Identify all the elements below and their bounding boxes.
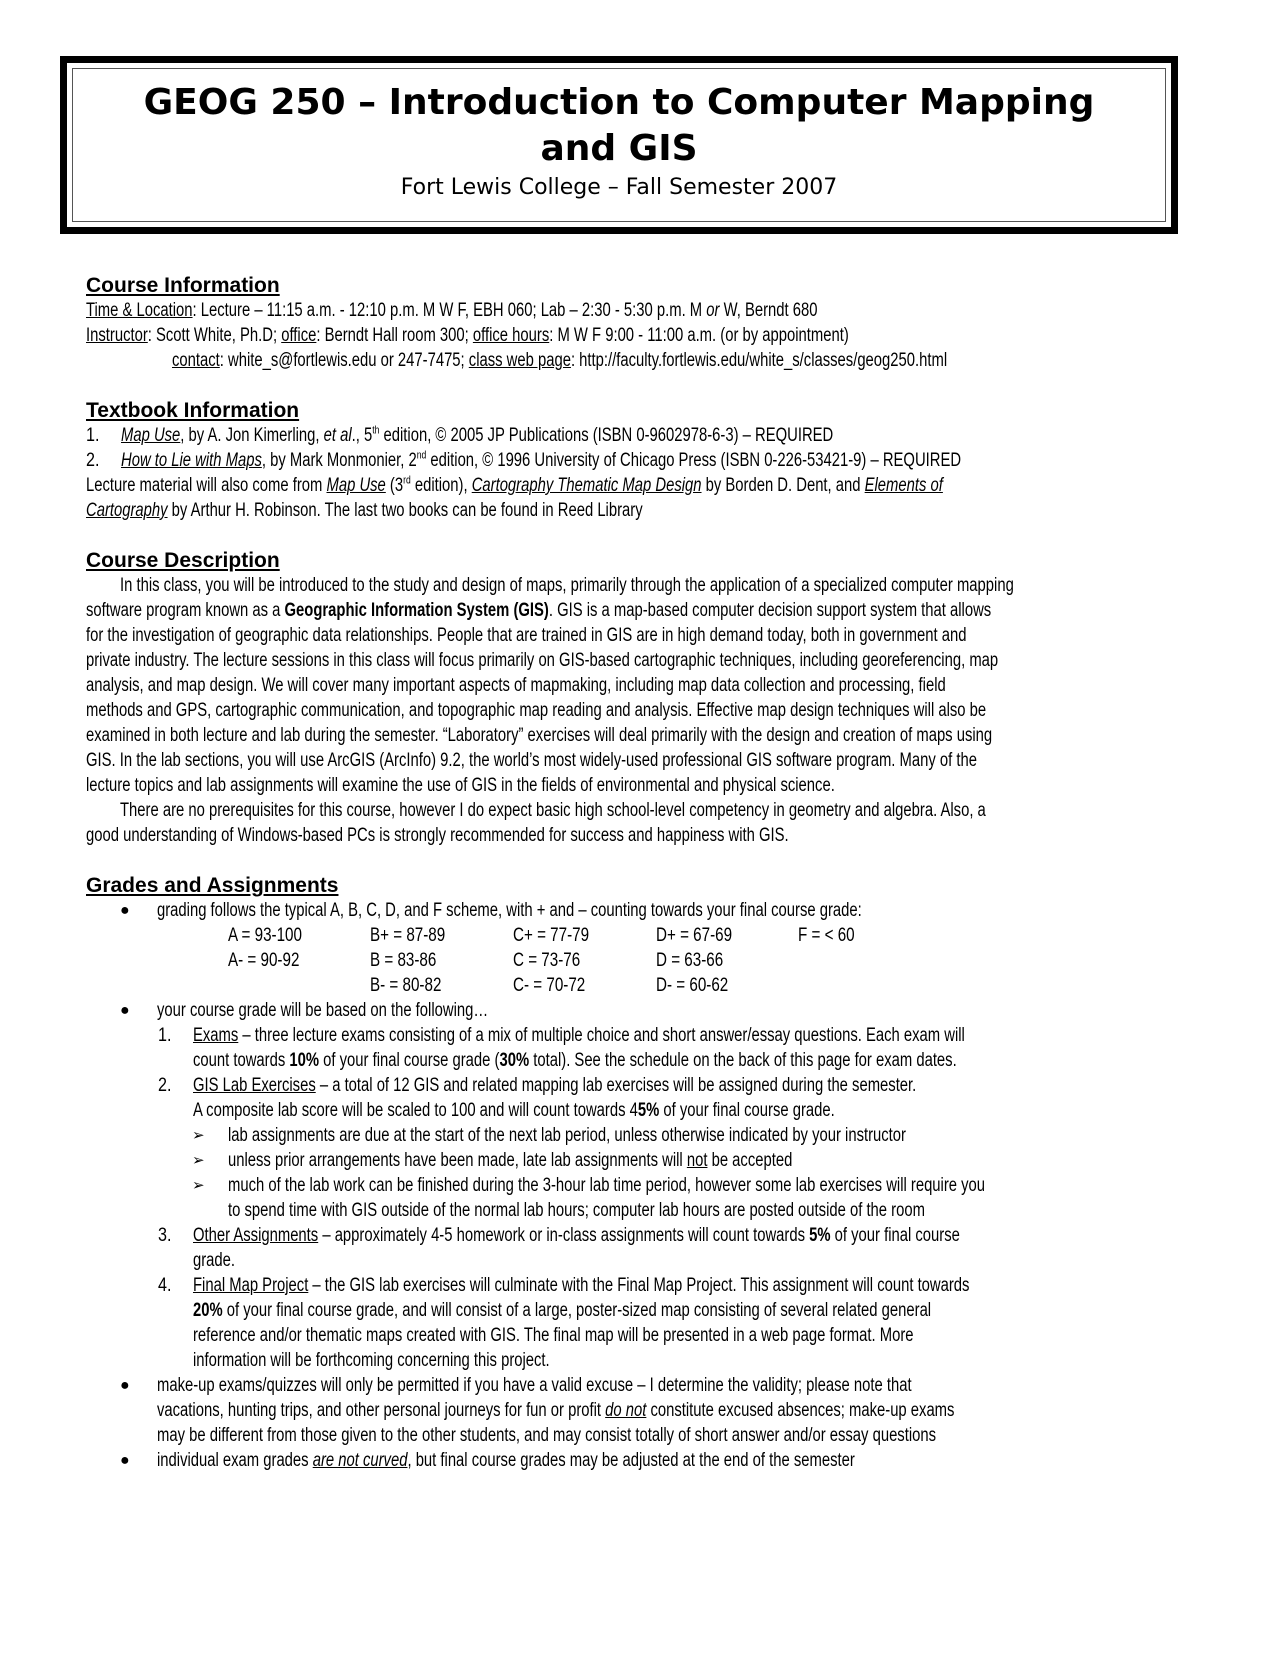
text-line [0, 1073, 1280, 1098]
book-title: Cartography [86, 500, 168, 521]
section-heading-course-information [0, 273, 1280, 298]
underlined-label: office [281, 325, 317, 346]
text-line [0, 1298, 1280, 1323]
text-run: your course grade will be based on the following… [157, 1000, 489, 1021]
section-heading-text: Course Description [86, 549, 280, 572]
text-run: be accepted [707, 1150, 793, 1171]
text-line [0, 1023, 1280, 1048]
line-text [86, 623, 966, 648]
line-text [86, 648, 998, 673]
line-text [120, 573, 1014, 598]
text-run: : Scott White, Ph.D; [147, 325, 282, 346]
section-heading-textbook-information [0, 398, 1280, 423]
text-run: : white_s@fortlewis.edu or 247-7475; [219, 350, 469, 371]
line-text [193, 1023, 965, 1048]
grade-scale-row [0, 923, 1280, 948]
book-title: How to Lie with Maps [121, 450, 262, 471]
bold-text: 20% [193, 1300, 223, 1321]
text-run: ., 5 [351, 425, 373, 446]
text-line [0, 348, 1280, 373]
list-number: 3. [158, 1225, 172, 1246]
line-text [121, 423, 833, 448]
text-line [0, 773, 1280, 798]
line-text [228, 1123, 906, 1148]
text-run: by Arthur H. Robinson. The last two books can be found in Reed Library [167, 500, 643, 521]
text-line [0, 1173, 1280, 1198]
line-text [86, 473, 943, 498]
text-line [0, 1198, 1280, 1223]
text-run: lecture topics and lab assignments will examine the use of GIS in the fields of environmental and physical science. [86, 775, 835, 796]
line-text [193, 1073, 916, 1098]
text-run: for the investigation of geographic data relationships. People that are trained in GIS are in high demand today, both in government and [86, 625, 967, 646]
arrow-bullet-icon: ➢ [192, 1151, 205, 1169]
underlined-label: Exams [193, 1025, 239, 1046]
title-line-2: and GIS [540, 128, 698, 169]
line-text [157, 898, 862, 923]
text-line [0, 1223, 1280, 1248]
grade-scale-cell: F = < 60 [798, 925, 855, 946]
text-run: lab assignments are due at the start of the next lab period, unless otherwise indicated by your instructor [228, 1125, 906, 1146]
bold-text: Geographic Information System (GIS) [284, 600, 549, 621]
book-title: are not curved [312, 1450, 408, 1471]
text-run: edition, © 2005 JP Publications (ISBN 0-9602978-6-3) – REQUIRED [379, 425, 834, 446]
line-text [193, 1298, 931, 1323]
text-run: A composite lab score will be scaled to 100 and will count towards 4 [193, 1100, 638, 1121]
text-run: to spend time with GIS outside of the normal lab hours; computer lab hours are posted outside of the room [228, 1200, 925, 1221]
text-line [0, 698, 1280, 723]
text-line [0, 723, 1280, 748]
bold-text: 10% [289, 1050, 320, 1071]
grade-scale-cell: B+ = 87-89 [370, 925, 446, 946]
text-run: , by Mark Monmonier, 2 [261, 450, 417, 471]
underlined-label: Final Map Project [193, 1275, 309, 1296]
text-run: – three lecture exams consisting of a mix of multiple choice and short answer/essay questions. Each exam will [238, 1025, 965, 1046]
text-line [0, 1423, 1280, 1448]
superscript: th [372, 424, 380, 437]
text-line [0, 1273, 1280, 1298]
line-text [86, 698, 986, 723]
book-title: Map Use [121, 425, 181, 446]
bullet-icon: ● [120, 1002, 130, 1019]
text-run: – approximately 4-5 homework or in-class assignments will count towards [318, 1225, 810, 1246]
text-line [0, 1148, 1280, 1173]
text-line [0, 623, 1280, 648]
text-run: In this class, you will be introduced to the study and design of maps, primarily through the application of a specialized computer mapping [120, 575, 1014, 596]
line-text [157, 1423, 936, 1448]
line-text [193, 1273, 969, 1298]
list-number: 1. [86, 425, 100, 446]
line-text [193, 1223, 960, 1248]
line-text [86, 773, 835, 798]
grade-scale-cell: C- = 70-72 [513, 975, 586, 996]
text-line [0, 1048, 1280, 1073]
text-run: good understanding of Windows-based PCs is strongly recommended for success and happiness with GIS. [86, 825, 789, 846]
superscript: rd [403, 474, 411, 487]
grade-scale-cell: D- = 60-62 [656, 975, 729, 996]
text-run: methods and GPS, cartographic communication, and topographic map reading and analysis. Effective map design techniques will also be [86, 700, 987, 721]
line-text [157, 1448, 855, 1473]
text-line [0, 598, 1280, 623]
underlined-label: contact [172, 350, 220, 371]
line-text [86, 598, 991, 623]
line-text [120, 798, 986, 823]
list-number: 2. [86, 450, 100, 471]
text-run: : M W F 9:00 - 11:00 a.m. (or by appointment) [549, 325, 849, 346]
text-line [0, 748, 1280, 773]
underlined-label: not [686, 1150, 708, 1171]
superscript: nd [416, 449, 427, 462]
line-text [86, 673, 946, 698]
grade-scale-cell: B = 83-86 [370, 950, 437, 971]
text-run: : Berndt Hall room 300; [316, 325, 473, 346]
syllabus-body [0, 273, 1280, 1473]
text-run: unless prior arrangements have been made, late lab assignments will [228, 1150, 687, 1171]
section-heading-text: Grades and Assignments [86, 874, 339, 897]
line-text [193, 1323, 914, 1348]
text-line [0, 998, 1280, 1023]
book-title: do not [605, 1400, 647, 1421]
text-run: constitute excused absences; make-up exams [646, 1400, 955, 1421]
list-number: 4. [158, 1275, 172, 1296]
italic-text: or [706, 300, 720, 321]
text-run: information will be forthcoming concerning this project. [193, 1350, 550, 1371]
text-line [0, 1123, 1280, 1148]
line-text [193, 1048, 957, 1073]
line-text [86, 723, 992, 748]
bullet-icon: ● [120, 1377, 130, 1394]
text-line [0, 448, 1280, 473]
text-run: – a total of 12 GIS and related mapping lab exercises will be assigned during the semester. [315, 1075, 917, 1096]
text-run: : http://faculty.fortlewis.edu/white_s/classes/geog250.html [570, 350, 948, 371]
text-line [0, 673, 1280, 698]
text-line [0, 1348, 1280, 1373]
underlined-label: Other Assignments [193, 1225, 319, 1246]
line-text [86, 298, 818, 323]
text-run: Lecture material will also come from [86, 475, 327, 496]
text-run: , by A. Jon Kimerling, [180, 425, 324, 446]
line-text [193, 1098, 835, 1123]
line-text [228, 1173, 985, 1198]
line-text [193, 1348, 550, 1373]
italic-text: et al [323, 425, 352, 446]
section-heading-grades-and-assignments [0, 873, 1280, 898]
line-text [157, 1398, 954, 1423]
text-run: may be different from those given to the other students, and may consist totally of short answer and/or essay questions [157, 1425, 937, 1446]
list-number: 1. [158, 1025, 172, 1046]
grade-scale-row [0, 973, 1280, 998]
line-text [86, 498, 643, 523]
document-title [60, 80, 1178, 172]
text-run: of your final course grade, and will consist of a large, poster-sized map consisting of several related general [222, 1300, 932, 1321]
text-line [0, 1323, 1280, 1348]
text-run: analysis, and map design. We will cover many important aspects of mapmaking, including map data collection and processing, field [86, 675, 946, 696]
underlined-label: GIS Lab Exercises [193, 1075, 316, 1096]
grade-scale-cell: C+ = 77-79 [513, 925, 590, 946]
text-run: count towards [193, 1050, 290, 1071]
line-text [86, 823, 789, 848]
section-heading-course-description [0, 548, 1280, 573]
text-run: edition), [410, 475, 472, 496]
text-line [0, 823, 1280, 848]
line-text [157, 1373, 912, 1398]
text-run: much of the lab work can be finished during the 3-hour lab time period, however some lab exercises will require you [228, 1175, 986, 1196]
text-run: grade. [193, 1250, 236, 1271]
line-text [172, 348, 947, 373]
line-text [121, 448, 961, 473]
grade-scale-cell: B- = 80-82 [370, 975, 442, 996]
text-run: vacations, hunting trips, and other personal journeys for fun or profit [157, 1400, 606, 1421]
grade-scale-cell: A = 93-100 [228, 925, 302, 946]
arrow-bullet-icon: ➢ [192, 1176, 205, 1194]
line-text [193, 1248, 235, 1273]
underlined-label: Instructor [86, 325, 148, 346]
text-run: individual exam grades [157, 1450, 313, 1471]
text-run: edition, © 1996 University of Chicago Press (ISBN 0-226-53421-9) – REQUIRED [426, 450, 962, 471]
grade-scale-cell: D+ = 67-69 [656, 925, 733, 946]
line-text [86, 748, 977, 773]
text-run: make-up exams/quizzes will only be permitted if you have a valid excuse – I determine the validity; please note that [157, 1375, 912, 1396]
text-line [0, 648, 1280, 673]
text-line [0, 1373, 1280, 1398]
book-title: Map Use [326, 475, 386, 496]
text-run: (3 [385, 475, 404, 496]
underlined-label: class web page [468, 350, 571, 371]
text-line [0, 798, 1280, 823]
text-line [0, 498, 1280, 523]
text-run: reference and/or thematic maps created with GIS. The final map will be presented in a web page format. More [193, 1325, 914, 1346]
text-run: grading follows the typical A, B, C, D, and F scheme, with + and – counting towards your final course grade: [157, 900, 862, 921]
text-line [0, 323, 1280, 348]
line-text [157, 998, 488, 1023]
text-run: of your final course grade ( [319, 1050, 500, 1071]
line-text [228, 1148, 792, 1173]
text-run: , but final course grades may be adjusted at the end of the semester [407, 1450, 855, 1471]
line-text [228, 1198, 925, 1223]
bullet-icon: ● [120, 902, 130, 919]
text-run: There are no prerequisites for this course, however I do expect basic high school-level competency in geometry and algebra. Also, a [120, 800, 986, 821]
line-text [86, 323, 849, 348]
text-run: software program known as a [86, 600, 285, 621]
text-run: by Borden D. Dent, and [701, 475, 865, 496]
text-line [0, 423, 1280, 448]
text-line [0, 1248, 1280, 1273]
text-run: of your final course [830, 1225, 960, 1246]
text-run: . GIS is a map-based computer decision support system that allows [548, 600, 992, 621]
text-line [0, 473, 1280, 498]
bold-text: 30% [499, 1050, 530, 1071]
text-line [0, 1398, 1280, 1423]
grade-scale-cell: C = 73-76 [513, 950, 581, 971]
text-line [0, 573, 1280, 598]
text-run: : Lecture – 11:15 a.m. - 12:10 p.m. M W F, EBH 060; Lab – 2:30 - 5:30 p.m. M [192, 300, 707, 321]
text-line [0, 1098, 1280, 1123]
text-line [0, 1448, 1280, 1473]
text-line [0, 898, 1280, 923]
text-run: – the GIS lab exercises will culminate with the Final Map Project. This assignment will count towards [308, 1275, 970, 1296]
text-run: GIS. In the lab sections, you will use ArcGIS (ArcInfo) 9.2, the world’s most widely-used professional GIS software program. Many of the [86, 750, 977, 771]
text-run: W, Berndt 680 [719, 300, 818, 321]
grade-scale-row [0, 948, 1280, 973]
text-run: total). See the schedule on the back of this page for exam dates. [529, 1050, 957, 1071]
section-heading-text: Textbook Information [86, 399, 300, 422]
title-line-1: GEOG 250 – Introduction to Computer Mapping [143, 82, 1095, 123]
underlined-label: office hours [472, 325, 550, 346]
document-subtitle: Fort Lewis College – Fall Semester 2007 [400, 175, 838, 200]
grade-scale-cell: D = 63-66 [656, 950, 724, 971]
section-heading-text: Course Information [86, 274, 280, 297]
text-line [0, 298, 1280, 323]
grade-scale-cell: A- = 90-92 [228, 950, 300, 971]
bold-text: 5% [637, 1100, 660, 1121]
text-run: examined in both lecture and lab during the semester. “Laboratory” exercises will deal primarily with the design and creation of maps using [86, 725, 993, 746]
arrow-bullet-icon: ➢ [192, 1126, 205, 1144]
text-run: of your final course grade. [659, 1100, 835, 1121]
list-number: 2. [158, 1075, 172, 1096]
bullet-icon: ● [120, 1452, 130, 1469]
book-title: Cartography Thematic Map Design [471, 475, 702, 496]
underlined-label: Time & Location [86, 300, 193, 321]
text-run: private industry. The lecture sessions in this class will focus primarily on GIS-based cartographic techniques, including georeferencing, map [86, 650, 999, 671]
bold-text: 5% [809, 1225, 831, 1246]
book-title: Elements of [864, 475, 943, 496]
